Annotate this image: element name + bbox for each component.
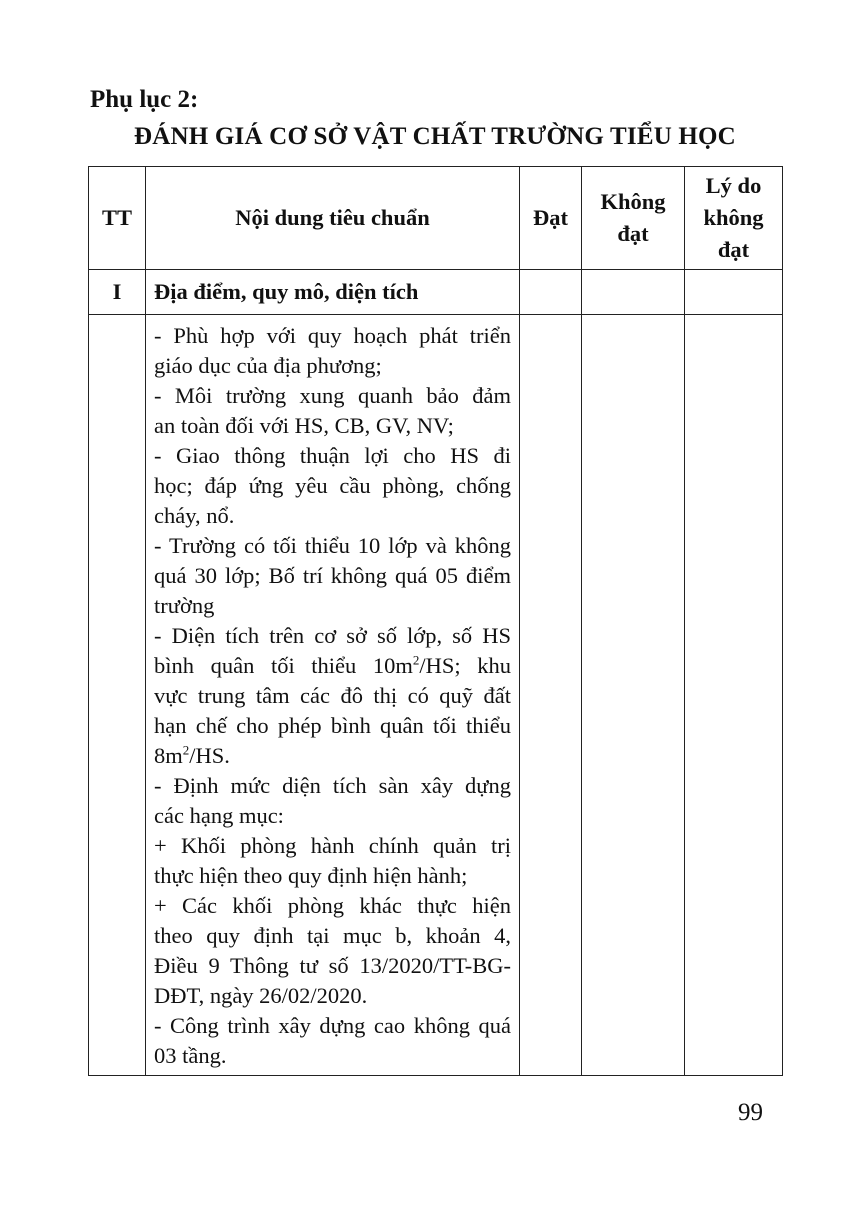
- content-line: cháy, nổ.: [154, 503, 235, 528]
- content-line: - Giao thông thuận lợi cho HS đi: [154, 443, 511, 468]
- page-number: 99: [738, 1099, 763, 1126]
- section-title: Địa điểm, quy mô, diện tích: [146, 270, 520, 315]
- content-line: trường: [154, 593, 215, 618]
- content-line: vực trung tâm các đô thị có quỹ đất: [154, 683, 511, 708]
- content-line: - Diện tích trên cơ sở số lớp, số HS: [154, 623, 511, 648]
- content-line: - Môi trường xung quanh bảo đảm: [154, 383, 511, 408]
- content-line: hạn chế cho phép bình quân tối thiểu: [154, 713, 511, 738]
- content-line: - Phù hợp với quy hoạch phát triển: [154, 323, 511, 348]
- content-line: - Định mức diện tích sàn xây dựng: [154, 773, 511, 798]
- content-line: $8m^2/HS$.: [154, 742, 230, 768]
- content-line: - Công trình xây dựng cao không quá: [154, 1013, 511, 1038]
- criteria-pass-cell: [520, 315, 582, 1076]
- section-fail-cell: [582, 270, 685, 315]
- content-line: giáo dục của địa phương;: [154, 353, 382, 378]
- content-line: học; đáp ứng yêu cầu phòng, chống: [154, 473, 511, 498]
- appendix-label: Phụ lục 2:: [90, 86, 199, 113]
- header-pass: Đạt: [520, 167, 582, 270]
- criteria-table: [88, 166, 783, 1076]
- content-line: bình quân tối thiểu $10m^2/HS$; khu: [154, 652, 512, 678]
- content-line: theo quy định tại mục b, khoản 4,: [154, 923, 511, 948]
- content-line: DĐT, ngày 26/02/2020.: [154, 983, 368, 1008]
- header-fail: [582, 167, 685, 270]
- content-line: 03 tầng.: [154, 1043, 227, 1068]
- content-line: Điều 9 Thông tư số 13/2020/TT-BG-: [154, 953, 511, 978]
- header-reason: [685, 167, 783, 270]
- section-row: [89, 270, 783, 315]
- criteria-content: [154, 321, 511, 1071]
- content-line: các hạng mục:: [154, 803, 284, 828]
- section-reason-cell: [685, 270, 783, 315]
- section-pass-cell: [520, 270, 582, 315]
- header-fail-label: Không đạt: [600, 189, 666, 246]
- table-header-row: [89, 167, 783, 270]
- content-line: + Khối phòng hành chính quản trị: [154, 833, 511, 858]
- criteria-row: [89, 315, 783, 1076]
- criteria-reason-cell: [685, 315, 783, 1076]
- content-line: + Các khối phòng khác thực hiện: [154, 893, 511, 918]
- section-number: I: [89, 270, 146, 315]
- content-line: thực hiện theo quy định hiện hành;: [154, 863, 468, 888]
- criteria-fail-cell: [582, 315, 685, 1076]
- header-tt: TT: [89, 167, 146, 270]
- content-line: an toàn đối với HS, CB, GV, NV;: [154, 413, 454, 438]
- content-line: - Trường có tối thiểu 10 lớp và không: [154, 533, 511, 558]
- header-content: Nội dung tiêu chuẩn: [146, 167, 520, 270]
- criteria-content-cell: [146, 315, 520, 1076]
- document-title: ĐÁNH GIÁ CƠ SỞ VẬT CHẤT TRƯỜNG TIỂU HỌC: [134, 123, 736, 150]
- header-reason-label: Lý do không đạt: [703, 173, 764, 262]
- criteria-number-cell: [89, 315, 146, 1076]
- content-line: quá 30 lớp; Bố trí không quá 05 điểm: [154, 563, 511, 588]
